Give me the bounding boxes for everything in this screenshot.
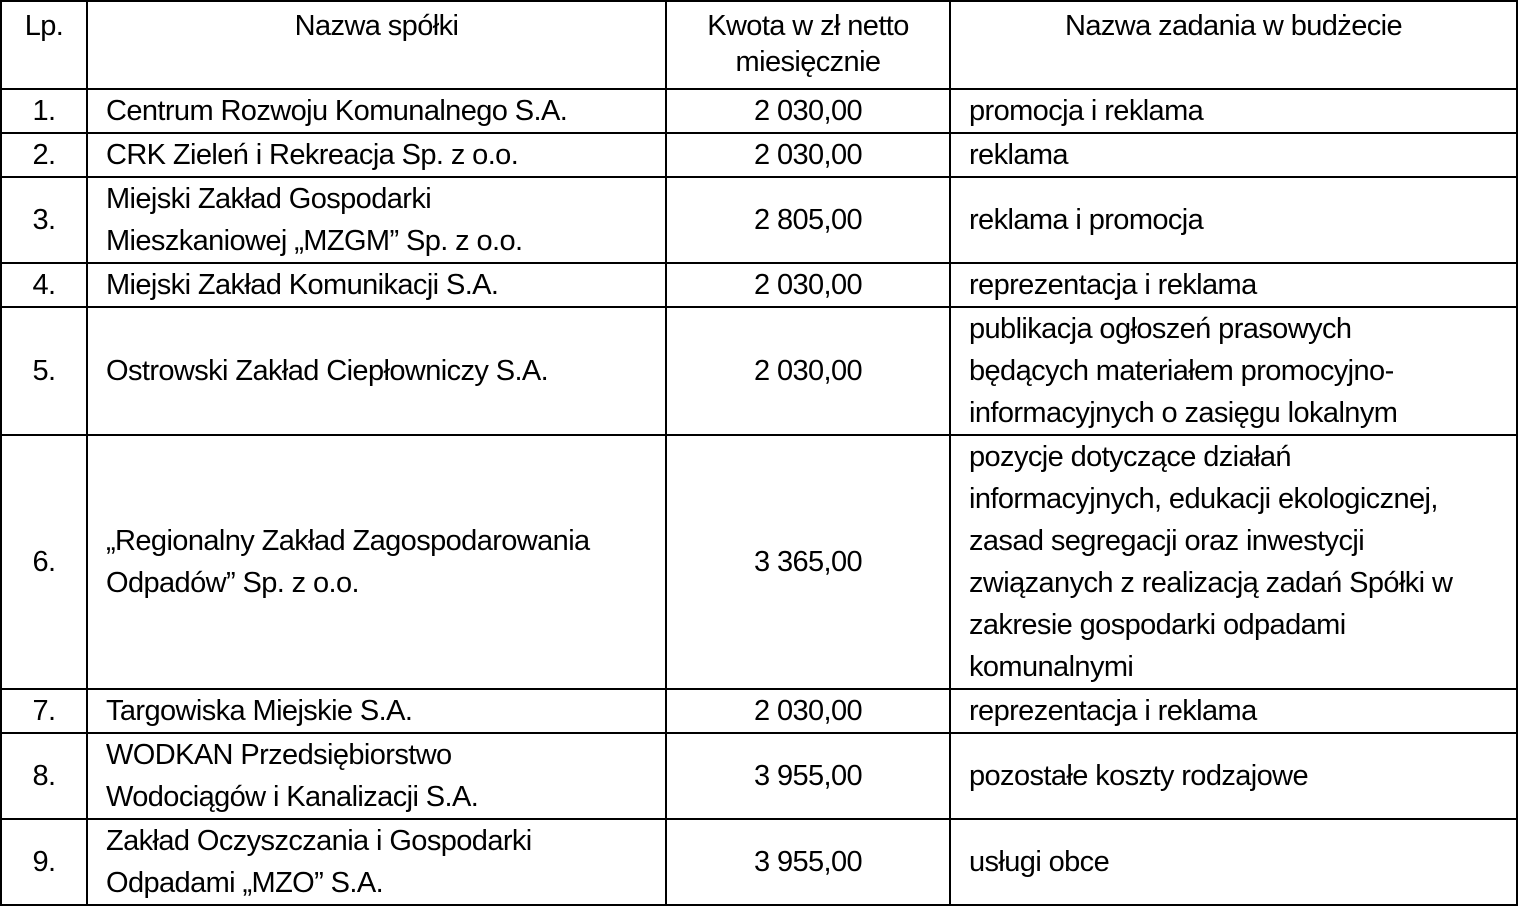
row-lp: 6.: [1, 435, 87, 689]
row-task: publikacja ogłoszeń prasowych będących materiałem promocyjno- informacyjnych o zasięgu lokalnym: [950, 307, 1517, 435]
table-row: [1, 133, 1517, 177]
row-lp: 1.: [1, 89, 87, 133]
header-lp: Lp.: [1, 1, 87, 89]
row-company: Ostrowski Zakład Ciepłowniczy S.A.: [87, 307, 666, 435]
row-company: Miejski Zakład Gospodarki Mieszkaniowej „MZGM” Sp. z o.o.: [87, 177, 666, 263]
row-company: CRK Zieleń i Rekreacja Sp. z o.o.: [87, 133, 666, 177]
header-row: [1, 1, 1517, 89]
row-task: usługi obce: [950, 819, 1517, 905]
header-company: Nazwa spółki: [87, 1, 666, 89]
table-row: [1, 263, 1517, 307]
header-task: Nazwa zadania w budżecie: [950, 1, 1517, 89]
row-company: WODKAN Przedsiębiorstwo Wodociągów i Kanalizacji S.A.: [87, 733, 666, 819]
row-lp: 4.: [1, 263, 87, 307]
row-lp: 5.: [1, 307, 87, 435]
table-row: [1, 307, 1517, 435]
row-lp: 3.: [1, 177, 87, 263]
row-amount: 2 030,00: [666, 689, 950, 733]
row-company: Miejski Zakład Komunikacji S.A.: [87, 263, 666, 307]
row-amount: 2 805,00: [666, 177, 950, 263]
row-amount: 3 365,00: [666, 435, 950, 689]
row-amount: 3 955,00: [666, 733, 950, 819]
row-company: „Regionalny Zakład Zagospodarowania Odpadów” Sp. z o.o.: [87, 435, 666, 689]
header-amount: Kwota w zł netto miesięcznie: [666, 1, 950, 89]
row-company: Centrum Rozwoju Komunalnego S.A.: [87, 89, 666, 133]
table-row: [1, 733, 1517, 819]
row-amount: 2 030,00: [666, 263, 950, 307]
row-amount: 3 955,00: [666, 819, 950, 905]
row-task: reprezentacja i reklama: [950, 689, 1517, 733]
row-lp: 8.: [1, 733, 87, 819]
row-company: Targowiska Miejskie S.A.: [87, 689, 666, 733]
table-row: [1, 177, 1517, 263]
row-task: pozycje dotyczące działań informacyjnych, edukacji ekologicznej, zasad segregacji oraz inwestycji związanych z realizacją zadań Spółki w zakresie gospodarki odpadami komunalnymi: [950, 435, 1517, 689]
row-task: reprezentacja i reklama: [950, 263, 1517, 307]
row-task: reklama i promocja: [950, 177, 1517, 263]
table-row: [1, 89, 1517, 133]
row-task: reklama: [950, 133, 1517, 177]
row-amount: 2 030,00: [666, 133, 950, 177]
row-amount: 2 030,00: [666, 89, 950, 133]
row-task: pozostałe koszty rodzajowe: [950, 733, 1517, 819]
row-lp: 2.: [1, 133, 87, 177]
row-lp: 9.: [1, 819, 87, 905]
table-row: [1, 435, 1517, 689]
row-task: promocja i reklama: [950, 89, 1517, 133]
row-lp: 7.: [1, 689, 87, 733]
row-company: Zakład Oczyszczania i Gospodarki Odpadami „MZO” S.A.: [87, 819, 666, 905]
table-row: [1, 819, 1517, 905]
row-amount: 2 030,00: [666, 307, 950, 435]
table-row: [1, 689, 1517, 733]
